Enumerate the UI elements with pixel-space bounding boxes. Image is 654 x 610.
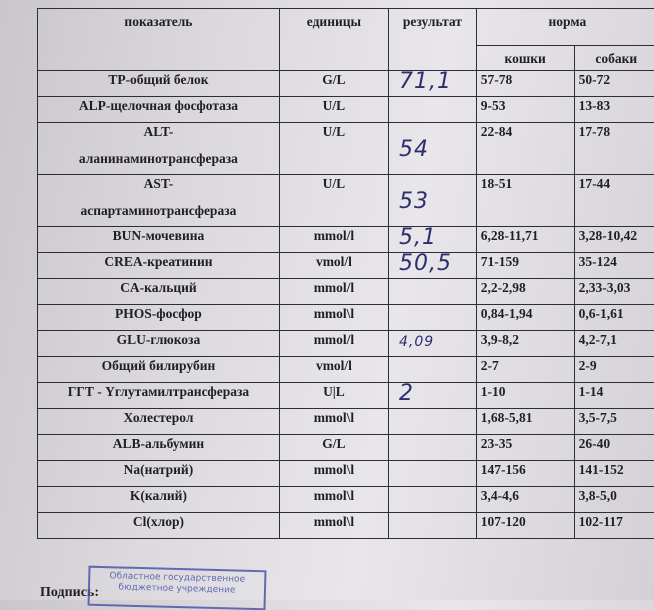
header-indicator: показатель	[38, 9, 280, 71]
indicator-cell: Холестерол	[38, 409, 280, 435]
handwritten-result: 50,5	[399, 253, 452, 279]
table-row	[38, 279, 654, 305]
handwritten-result: 2	[399, 383, 414, 409]
handwritten-result: 71,1	[399, 71, 452, 97]
norm-cats-cell: 1-10	[476, 383, 574, 409]
result-cell	[389, 279, 477, 305]
unit-cell: U/L	[279, 123, 388, 175]
result-cell	[389, 357, 477, 383]
indicator-cell: GLU-глюкоза	[38, 331, 280, 357]
norm-dogs-cell: 17-78	[574, 123, 654, 175]
header-cats: кошки	[476, 46, 574, 71]
result-cell	[389, 409, 477, 435]
header-units: единицы	[279, 9, 388, 71]
header-dogs: собаки	[574, 46, 654, 71]
norm-cats-cell: 9-53	[476, 97, 574, 123]
table-row	[38, 71, 654, 97]
result-cell	[389, 227, 477, 253]
norm-cats-cell: 1,68-5,81	[476, 409, 574, 435]
result-cell	[389, 123, 477, 175]
indicator-cell: TP-общий белок	[38, 71, 280, 97]
norm-cats-cell: 0,84-1,94	[476, 305, 574, 331]
indicator-cell: BUN-мочевина	[38, 227, 280, 253]
unit-cell: mmol/l	[279, 227, 388, 253]
header-result: результат	[389, 9, 477, 71]
table-row	[38, 331, 654, 357]
indicator-name-line2: аланинаминотрансфераза	[42, 150, 275, 168]
unit-cell: mmol\l	[279, 487, 388, 513]
result-cell	[389, 71, 477, 97]
unit-cell: U/L	[279, 175, 388, 227]
indicator-cell: Na(натрий)	[38, 461, 280, 487]
norm-cats-cell: 71-159	[476, 253, 574, 279]
indicator-cell	[38, 175, 280, 227]
table-row	[38, 97, 654, 123]
handwritten-result: 4,09	[399, 333, 434, 352]
norm-dogs-cell: 102-117	[574, 513, 654, 539]
norm-cats-cell: 23-35	[476, 435, 574, 461]
result-cell	[389, 435, 477, 461]
norm-cats-cell: 2,2-2,98	[476, 279, 574, 305]
indicator-name-line1: ALT-	[42, 123, 275, 141]
norm-dogs-cell: 26-40	[574, 435, 654, 461]
signature-label: Подпись:	[40, 585, 99, 601]
norm-cats-cell: 107-120	[476, 513, 574, 539]
unit-cell: U/L	[279, 97, 388, 123]
stamp: Областное государственное бюджетное учреждение	[88, 566, 267, 610]
table-row	[38, 357, 654, 383]
indicator-name-line1: AST-	[42, 175, 275, 193]
norm-dogs-cell: 17-44	[574, 175, 654, 227]
norm-cats-cell: 147-156	[476, 461, 574, 487]
indicator-cell: K(калий)	[38, 487, 280, 513]
norm-dogs-cell: 4,2-7,1	[574, 331, 654, 357]
header-norm: норма	[476, 9, 654, 46]
norm-dogs-cell: 13-83	[574, 97, 654, 123]
indicator-name-line2: аспартаминотрансфераза	[42, 202, 275, 220]
norm-dogs-cell: 1-14	[574, 383, 654, 409]
indicator-cell: ГГТ - Yглутамилтрансфераза	[38, 383, 280, 409]
unit-cell: G/L	[279, 71, 388, 97]
table-row	[38, 409, 654, 435]
norm-cats-cell: 22-84	[476, 123, 574, 175]
norm-dogs-cell: 50-72	[574, 71, 654, 97]
unit-cell: U|L	[279, 383, 388, 409]
norm-cats-cell: 3,9-8,2	[476, 331, 574, 357]
table-row	[38, 305, 654, 331]
norm-dogs-cell: 0,6-1,61	[574, 305, 654, 331]
result-cell	[389, 513, 477, 539]
norm-dogs-cell: 141-152	[574, 461, 654, 487]
indicator-cell: ALP-щелочная фосфотаза	[38, 97, 280, 123]
indicator-cell: CREA-креатинин	[38, 253, 280, 279]
table-row	[38, 461, 654, 487]
blood-test-table	[37, 8, 654, 539]
result-cell	[389, 461, 477, 487]
table-row	[38, 513, 654, 539]
table-row	[38, 253, 654, 279]
table-row	[38, 123, 654, 175]
indicator-cell: Cl(хлор)	[38, 513, 280, 539]
result-cell	[389, 383, 477, 409]
norm-dogs-cell: 2-9	[574, 357, 654, 383]
norm-dogs-cell: 3,28-10,42	[574, 227, 654, 253]
norm-dogs-cell: 35-124	[574, 253, 654, 279]
table-row	[38, 175, 654, 227]
indicator-cell	[38, 123, 280, 175]
norm-cats-cell: 2-7	[476, 357, 574, 383]
handwritten-result: 54	[399, 135, 429, 165]
unit-cell: mmol/l	[279, 331, 388, 357]
handwritten-result: 5,1	[399, 227, 437, 253]
indicator-cell: ALB-альбумин	[38, 435, 280, 461]
indicator-cell: Общий билирубин	[38, 357, 280, 383]
indicator-cell: PHOS-фосфор	[38, 305, 280, 331]
norm-cats-cell: 57-78	[476, 71, 574, 97]
norm-dogs-cell: 3,5-7,5	[574, 409, 654, 435]
table-row	[38, 227, 654, 253]
unit-cell: mmol\l	[279, 513, 388, 539]
unit-cell: mmol\l	[279, 461, 388, 487]
unit-cell: mmol\l	[279, 409, 388, 435]
result-cell	[389, 487, 477, 513]
norm-dogs-cell: 2,33-3,03	[574, 279, 654, 305]
result-cell	[389, 331, 477, 357]
norm-cats-cell: 6,28-11,71	[476, 227, 574, 253]
table-row	[38, 383, 654, 409]
norm-dogs-cell: 3,8-5,0	[574, 487, 654, 513]
norm-cats-cell: 3,4-4,6	[476, 487, 574, 513]
table-row	[38, 435, 654, 461]
handwritten-result: 53	[399, 187, 429, 217]
unit-cell: vmol/l	[279, 253, 388, 279]
result-cell	[389, 97, 477, 123]
indicator-cell: CA-кальций	[38, 279, 280, 305]
table-row	[38, 487, 654, 513]
result-cell	[389, 253, 477, 279]
unit-cell: mmol\l	[279, 305, 388, 331]
unit-cell: vmol/l	[279, 357, 388, 383]
unit-cell: G/L	[279, 435, 388, 461]
norm-cats-cell: 18-51	[476, 175, 574, 227]
unit-cell: mmol/l	[279, 279, 388, 305]
result-cell	[389, 305, 477, 331]
result-cell	[389, 175, 477, 227]
